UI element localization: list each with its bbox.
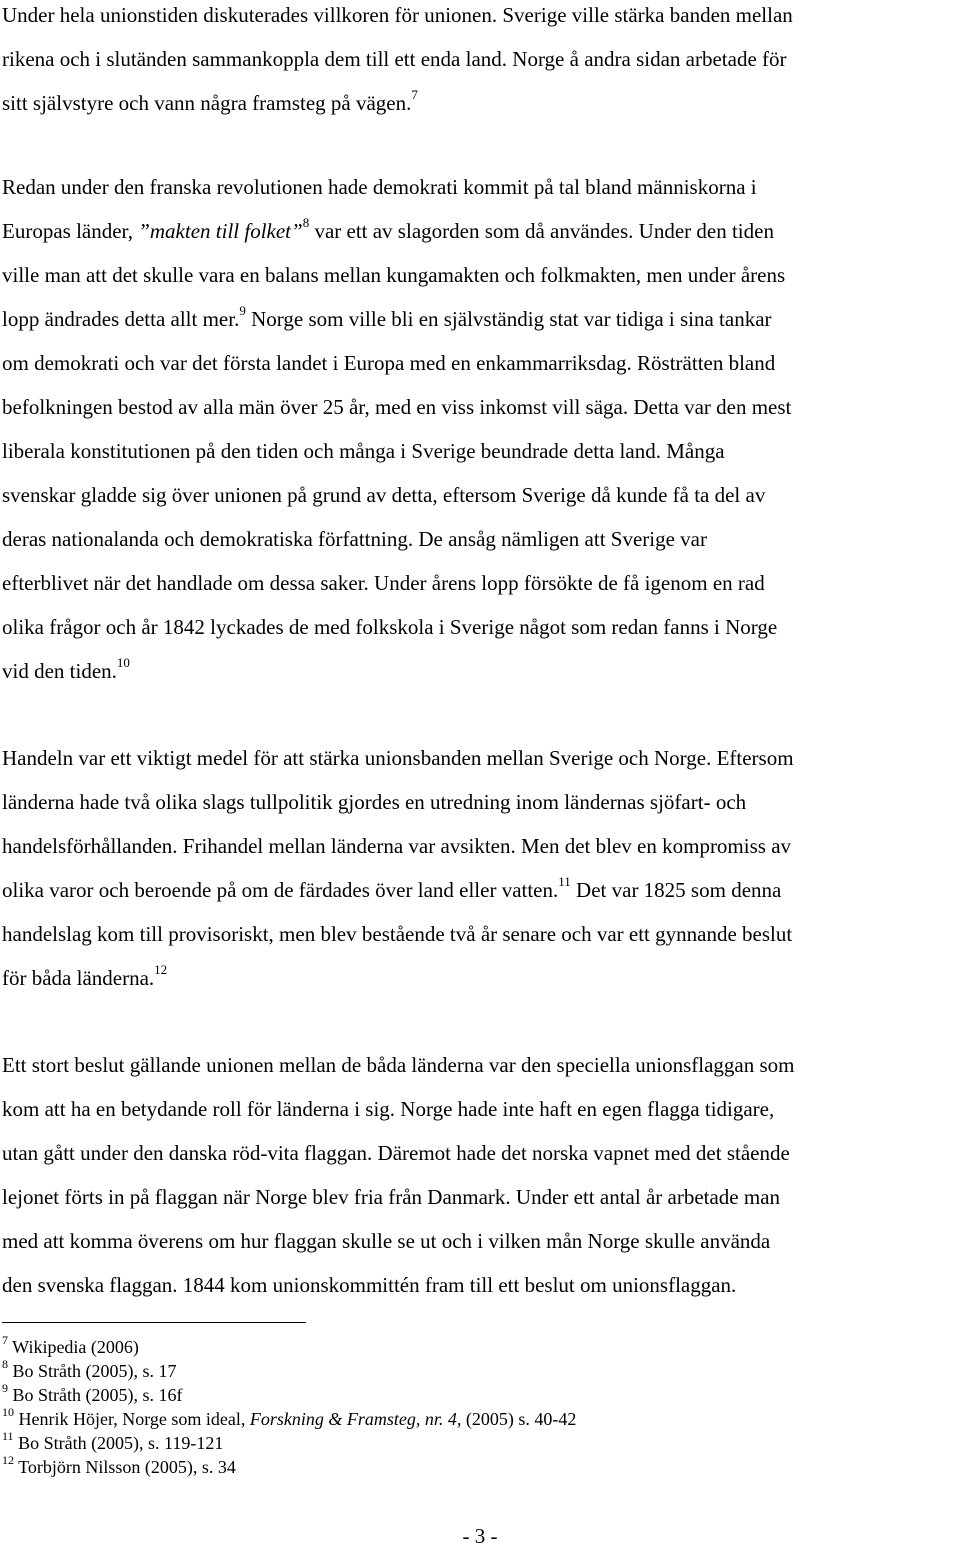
footnote-ref: 11 — [558, 874, 571, 889]
footnote-ref: 12 — [154, 962, 168, 977]
text-line: handelsförhållanden. Frihandel mellan länderna var avsikten. Men det blev en kompromiss av — [2, 834, 792, 858]
footnote-ref: 9 — [239, 303, 246, 318]
footnote-ref: 8 — [302, 215, 310, 230]
text-line: befolkningen bestod av alla män över 25 år, med en viss inkomst vill säga. Detta var den mest — [2, 395, 792, 419]
text-line: vid den tiden.$^{10}$ — [2, 655, 130, 683]
text-line: med att komma överens om hur flaggan skulle se ut och i vilken mån Norge skulle använda — [2, 1229, 771, 1253]
footnote-12: $^{12}$ Torbjörn Nilsson (2005), s. 34 — [2, 1453, 236, 1477]
paragraph-trade — [2, 736, 958, 1000]
paragraph-union-conditions — [2, 0, 958, 125]
footnote-ref: 10 — [116, 655, 130, 670]
text-line: lejonet förts in på flaggan när Norge blev fria från Danmark. Under ett antal år arbetade man — [2, 1185, 781, 1209]
text-line: ville man att det skulle vara en balans mellan kungamakten och folkmakten, men under årens — [2, 263, 786, 287]
footnote-11: $^{11}$ Bo Stråth (2005), s. 119-121 — [2, 1429, 224, 1453]
text-line: om demokrati och var det första landet i Europa med en enkammarriksdag. Rösträtten bland — [2, 351, 776, 375]
page-number: - 3 - — [462, 1524, 498, 1548]
text-line: för båda länderna.$^{12}$ — [2, 962, 168, 990]
text-line: olika varor och beroende på om de färdades över land eller vatten.$^{11}$ Det var 1825 som denna — [2, 874, 782, 902]
text-line: svenskar gladde sig över unionen på grund av detta, eftersom Sverige då kunde få ta del av — [2, 483, 766, 507]
text-line: utan gått under den danska röd-vita flaggan. Däremot hade det norska vapnet med det stående — [2, 1141, 790, 1165]
text-line: länderna hade två olika slags tullpolitik gjordes en utredning inom ländernas sjöfart- och — [2, 790, 747, 814]
text-line: den svenska flaggan. 1844 kom unionskommittén fram till ett beslut om unionsflaggan. — [2, 1273, 737, 1297]
footnote-10: $^{10}$ Henrik Höjer, Norge som ideal, Forskning & Framsteg, nr. 4, (2005) s. 40-42 — [2, 1405, 577, 1429]
text-line: deras nationalanda och demokratiska författning. De ansåg nämligen att Sverige var — [2, 527, 707, 551]
paragraph-flag — [2, 1043, 958, 1307]
text-line: Redan under den franska revolutionen hade demokrati kommit på tal bland människorna i — [2, 175, 757, 199]
text-line: olika frågor och år 1842 lyckades de med folkskola i Sverige något som redan fanns i Norge — [2, 615, 778, 639]
text-line: kom att ha en betydande roll för länderna i sig. Norge hade inte haft en egen flagga tidigare, — [2, 1097, 775, 1121]
text-line: efterblivet när det handlade om dessa saker. Under årens lopp försökte de få igenom en rad — [2, 571, 765, 595]
footnote-ref: 7 — [411, 87, 418, 102]
footnote-separator — [2, 1322, 306, 1323]
text-line: rikena och i slutänden sammankoppla dem till ett enda land. Norge å andra sidan arbetade för — [2, 47, 787, 71]
text-line: liberala konstitutionen på den tiden och många i Sverige beundrade detta land. Många — [2, 439, 725, 463]
text-line: Handeln var ett viktigt medel för att stärka unionsbanden mellan Sverige och Norge. Eftersom — [2, 746, 794, 770]
italic-quote: ”makten till folket” — [138, 219, 303, 243]
text-line: sitt självstyre och vann några framsteg på vägen.$^7$ — [2, 87, 418, 115]
footnote-8: $^8$ Bo Stråth (2005), s. 17 — [2, 1357, 177, 1381]
text-line: Europas länder, ”makten till folket”$^8$ var ett av slagorden som då användes. Under den tiden — [2, 215, 774, 243]
text-line: lopp ändrades detta allt mer.$^9$ Norge som ville bli en självständig stat var tidiga i sina tankar — [2, 303, 772, 331]
text-line: handelslag kom till provisoriskt, men blev bestående två år senare och var ett gynnande beslut — [2, 922, 793, 946]
text-line: Ett stort beslut gällande unionen mellan de båda länderna var den speciella unionsflaggan som — [2, 1053, 795, 1077]
text-line: Under hela unionstiden diskuterades villkoren för unionen. Sverige ville stärka banden mellan — [2, 3, 793, 27]
footnote-7: $^7$ Wikipedia (2006) — [2, 1333, 139, 1357]
footnote-9: $^9$ Bo Stråth (2005), s. 16f — [2, 1381, 183, 1405]
paragraph-democracy — [2, 165, 958, 693]
